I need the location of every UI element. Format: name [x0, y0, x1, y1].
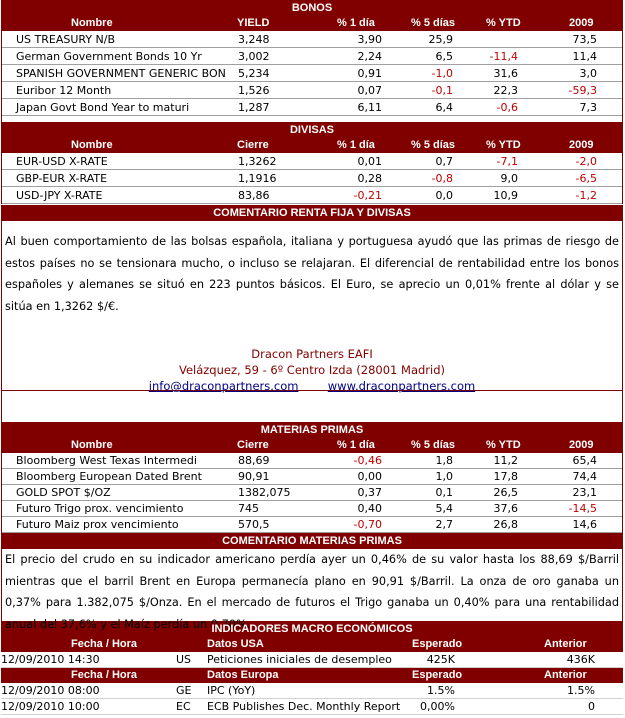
table-row: [2, 153, 622, 170]
cell-value: 6,5: [435, 50, 453, 63]
macro-expected: 425K: [426, 653, 455, 666]
cell-value: 570,5: [238, 518, 270, 531]
row-name: German Government Bonds 10 Yr: [16, 50, 202, 63]
bonos-title: BONOS: [1, 0, 623, 16]
row-name: EUR-USD X-RATE: [16, 155, 108, 168]
contact-block: [2, 346, 622, 394]
macro-expected: 1.5%: [427, 684, 455, 697]
divisas-title: DIVISAS: [1, 122, 623, 138]
col-1dia: % 1 día: [337, 439, 375, 451]
table-row: [2, 170, 622, 187]
table-row: [2, 99, 622, 116]
row-name: Bloomberg West Texas Intermedi: [16, 454, 197, 467]
cell-value: 3,90: [357, 33, 382, 46]
cell-value: 7,3: [579, 101, 597, 114]
col-2009: 2009: [569, 139, 594, 151]
col-5dias: % 5 días: [411, 439, 456, 451]
cell-value: 9,0: [500, 172, 518, 185]
col-anterior: Anterior: [544, 669, 587, 681]
cell-value: 3,002: [238, 50, 270, 63]
company-address: Velázquez, 59 - 6º Centro Izda (28001 Madrid): [178, 363, 446, 377]
cell-value: -1,2: [575, 189, 597, 202]
macro-previous: 436K: [566, 653, 595, 666]
macro-title: INDICADORES MACRO ECONÓMICOS: [1, 621, 623, 637]
macro-usa-table: [1, 652, 623, 668]
cell-value: 1,0: [435, 470, 453, 483]
cell-value: 5,234: [238, 67, 270, 80]
cell-value: 11,4: [572, 50, 597, 63]
cell-value: 0,07: [357, 84, 382, 97]
materias-table: [1, 453, 623, 533]
row-name: SPANISH GOVERNMENT GENERIC BON: [16, 67, 226, 80]
cell-value: 26,8: [493, 518, 518, 531]
cell-value: -0,46: [353, 454, 382, 467]
table-row: [2, 501, 622, 517]
cell-value: 10,9: [493, 189, 518, 202]
comentario-materias-title: COMENTARIO MATERIAS PRIMAS: [1, 533, 623, 549]
row-name: Futuro Maiz prox vencimiento: [16, 518, 179, 531]
cell-value: 1,8: [435, 454, 453, 467]
macro-country: US: [176, 653, 192, 666]
bonos-header-row: [1, 16, 623, 31]
cell-value: 0,00: [357, 470, 382, 483]
col-cierre: Cierre: [237, 139, 269, 151]
email-link[interactable]: info@draconpartners.com: [148, 379, 299, 393]
cell-value: 0,7: [435, 155, 453, 168]
col-nombre: Nombre: [71, 439, 113, 451]
table-row: [2, 82, 622, 99]
cell-value: -0,6: [496, 101, 518, 114]
col-5dias: % 5 días: [411, 17, 456, 29]
cell-value: -6,5: [575, 172, 597, 185]
macro-previous: 0: [588, 700, 595, 713]
cell-value: 0,0: [435, 189, 453, 202]
row-name: Japan Govt Bond Year to maturi: [16, 101, 190, 114]
macro-usa-header-row: [1, 637, 623, 652]
cell-value: -14,5: [568, 502, 597, 515]
row-name: Futuro Trigo prox. vencimiento: [16, 502, 184, 515]
cell-value: -0,8: [431, 172, 453, 185]
cell-value: 0,1: [435, 486, 453, 499]
macro-indicator: Peticiones iniciales de desempleo: [207, 653, 392, 666]
cell-value: 83,86: [238, 189, 270, 202]
cell-value: 2,24: [357, 50, 382, 63]
row-name: Bloomberg European Dated Brent: [16, 470, 202, 483]
cell-value: 3,248: [238, 33, 270, 46]
cell-value: 90,91: [238, 470, 270, 483]
cell-value: -1,0: [431, 67, 453, 80]
row-name: GBP-EUR X-RATE: [16, 172, 108, 185]
macro-eu-header-row: [1, 668, 623, 683]
cell-value: -2,0: [575, 155, 597, 168]
col-1dia: % 1 día: [337, 17, 375, 29]
cell-value: 31,6: [493, 67, 518, 80]
company-name: Dracon Partners EAFI: [251, 347, 373, 361]
cell-value: -59,3: [568, 84, 597, 97]
cell-value: 74,4: [572, 470, 597, 483]
macro-row: [1, 683, 623, 699]
row-name: USD-JPY X-RATE: [16, 189, 103, 202]
divisas-table: [1, 153, 623, 204]
cell-value: 6,11: [357, 101, 382, 114]
col-datos-europa: Datos Europa: [207, 669, 279, 681]
col-2009: 2009: [569, 17, 594, 29]
comentario-renta-text: Al buen comportamiento de las bolsas española, italiana y portuguesa ayudó que las primas de riesgo de estos países no se tensionara mucho, o incluso se relajaran. El diferencial de rentabilidad entre los bonos españoles y alemanes se situó en 223 puntos básicos. El Euro, se aprecio un 0,01% frente al dólar y se sitúa en 1,3262 $/€.: [5, 235, 619, 313]
cell-value: 6,4: [435, 101, 453, 114]
cell-value: 0,37: [357, 486, 382, 499]
col-esperado: Esperado: [412, 638, 463, 650]
cell-value: -7,1: [496, 155, 518, 168]
materias-title: MATERIAS PRIMAS: [1, 422, 623, 438]
table-row: [2, 469, 622, 485]
bonos-table: [1, 31, 623, 116]
cell-value: -0,21: [353, 189, 382, 202]
col-cierre: Cierre: [237, 439, 269, 451]
cell-value: 26,5: [493, 486, 518, 499]
col-ytd: % YTD: [486, 139, 521, 151]
col-ytd: % YTD: [486, 17, 521, 29]
table-row: [2, 517, 622, 533]
cell-value: 3,0: [579, 67, 597, 80]
macro-date: 12/09/2010 08:00: [1, 684, 100, 697]
divisas-header-row: [1, 138, 623, 153]
cell-value: 745: [238, 502, 259, 515]
row-name: Euribor 12 Month: [16, 84, 112, 97]
col-2009: 2009: [569, 439, 594, 451]
macro-indicator: ECB Publishes Dec. Monthly Report: [207, 700, 401, 713]
row-name: GOLD SPOT $/OZ: [16, 486, 111, 499]
cell-value: -0,1: [431, 84, 453, 97]
col-fecha: Fecha / Hora: [71, 669, 138, 681]
cell-value: 37,6: [493, 502, 518, 515]
col-yield: YIELD: [237, 17, 270, 29]
table-row: [2, 453, 622, 469]
cell-value: -0,70: [353, 518, 382, 531]
col-1dia: % 1 día: [337, 139, 375, 151]
col-datos-usa: Datos USA: [207, 638, 264, 650]
cell-value: 0,01: [357, 155, 382, 168]
table-row: [2, 65, 622, 82]
table-row: [2, 187, 622, 204]
row-name: US TREASURY N/B: [16, 33, 116, 46]
cell-value: 1,526: [238, 84, 270, 97]
cell-value: 25,9: [428, 33, 453, 46]
cell-value: 1,3262: [238, 155, 277, 168]
cell-value: 0,40: [357, 502, 382, 515]
macro-date: 12/09/2010 14:30: [1, 653, 100, 666]
cell-value: 1,1916: [238, 172, 277, 185]
cell-value: 22,3: [493, 84, 518, 97]
macro-country: EC: [176, 700, 191, 713]
macro-previous: 1.5%: [567, 684, 595, 697]
macro-date: 12/09/2010 10:00: [1, 700, 100, 713]
comentario-materias-text: El precio del crudo en su indicador americano perdía ayer un 0,46% de su valor hasta los 88,69 $/Barril mientras que el barril Brent en Europa permanecía plano en 90,91 $/Barril. La onza de oro ganaba un 0,37% para 1.382,075 $/Onza. En el mercado de futuros el Trigo ganaba un 0,40% para una rentabilidad anual del 37,6% y el Maíz perdía un 0,70%.: [5, 553, 619, 631]
macro-eu-table: [1, 683, 623, 715]
table-row: [2, 31, 622, 48]
col-5dias: % 5 días: [411, 139, 456, 151]
macro-row: [1, 699, 623, 715]
macro-row: [1, 652, 623, 668]
cell-value: 1,287: [238, 101, 270, 114]
comentario-renta-title: COMENTARIO RENTA FIJA Y DIVISAS: [1, 205, 623, 221]
cell-value: -11,4: [489, 50, 518, 63]
web-link[interactable]: www.draconpartners.com: [327, 379, 476, 393]
cell-value: 65,4: [572, 454, 597, 467]
macro-expected: 0,00%: [420, 700, 455, 713]
col-nombre: Nombre: [71, 139, 113, 151]
cell-value: 11,2: [493, 454, 518, 467]
cell-value: 88,69: [238, 454, 270, 467]
cell-value: 0,28: [357, 172, 382, 185]
col-ytd: % YTD: [486, 439, 521, 451]
col-nombre: Nombre: [71, 17, 113, 29]
col-fecha: Fecha / Hora: [71, 638, 138, 650]
cell-value: 5,4: [435, 502, 453, 515]
col-anterior: Anterior: [544, 638, 587, 650]
macro-country: GE: [176, 684, 192, 697]
macro-indicator: IPC (YoY): [207, 684, 256, 697]
materias-header-row: [1, 438, 623, 453]
cell-value: 0,91: [357, 67, 382, 80]
cell-value: 14,6: [572, 518, 597, 531]
table-row: [2, 48, 622, 65]
cell-value: 2,7: [435, 518, 453, 531]
cell-value: 17,8: [493, 470, 518, 483]
col-esperado: Esperado: [412, 669, 463, 681]
cell-value: 1382,075: [238, 486, 291, 499]
table-row: [2, 485, 622, 501]
cell-value: 73,5: [572, 33, 597, 46]
cell-value: 23,1: [572, 486, 597, 499]
